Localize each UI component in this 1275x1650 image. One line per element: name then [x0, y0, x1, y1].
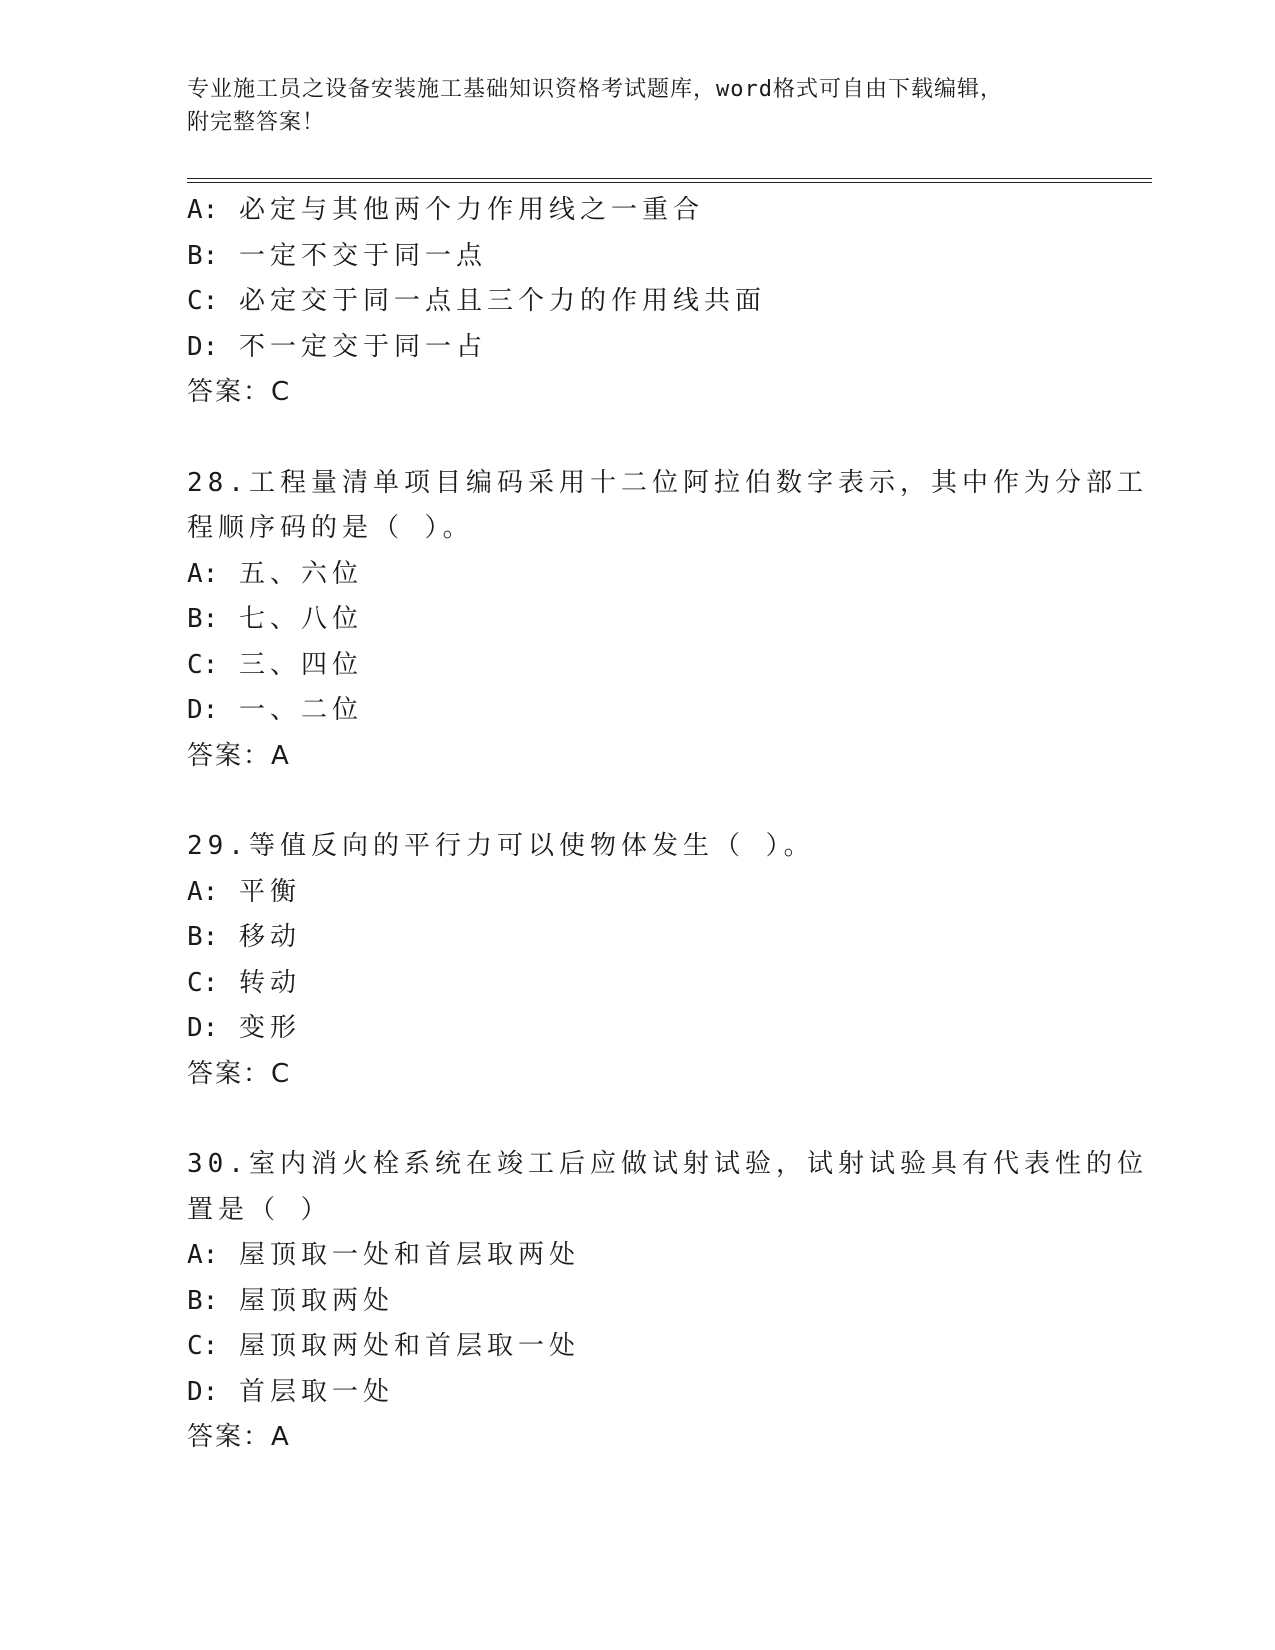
option-letter: B:	[187, 240, 219, 271]
option-letter: A:	[187, 1240, 219, 1270]
option-text: 屋顶取两处	[238, 1285, 394, 1316]
option-letter: B:	[187, 604, 219, 634]
option-text: 一定不交于同一点	[238, 240, 487, 271]
option-text: 转动	[238, 967, 301, 998]
option-text: 三、四位	[238, 649, 363, 680]
question-29	[187, 824, 1087, 1097]
option-a	[187, 1233, 1087, 1279]
spacer	[187, 416, 1087, 461]
answer-line: 答案：A	[187, 1422, 291, 1452]
option-letter: D:	[187, 1376, 219, 1407]
option-letter: C:	[187, 1331, 219, 1361]
option-text: 五、六位	[238, 558, 363, 589]
option-d	[187, 325, 1087, 371]
question-stem-line-1: 29.等值反向的平行力可以使物体发生（ ）。	[187, 831, 815, 861]
option-letter: A:	[187, 195, 219, 225]
option-c	[187, 643, 1087, 689]
document-header	[187, 73, 1067, 139]
option-text: 首层取一处	[238, 1376, 394, 1407]
option-text: 屋顶取两处和首层取一处	[238, 1331, 580, 1361]
option-letter: C:	[187, 649, 219, 680]
header-divider-top	[187, 178, 1152, 179]
option-b	[187, 1279, 1087, 1325]
option-letter: A:	[187, 558, 219, 589]
question-stem-line-1: 28.工程量清单项目编码采用十二位阿拉伯数字表示，其中作为分部工	[187, 467, 1148, 498]
option-d	[187, 688, 1087, 734]
option-c	[187, 961, 1087, 1007]
option-b	[187, 597, 1087, 643]
question-stem-line-2: 置是（ ）	[187, 1194, 332, 1225]
option-text: 平衡	[238, 876, 301, 907]
spacer	[187, 1097, 1087, 1142]
question-list	[187, 188, 1148, 1461]
option-letter: D:	[187, 695, 219, 725]
header-line-2: 附完整答案！	[187, 110, 326, 135]
question-28	[187, 461, 1148, 780]
option-letter: B:	[187, 922, 219, 952]
option-d	[187, 1370, 1087, 1416]
answer-line: 答案：C	[187, 1058, 292, 1089]
option-letter: C:	[187, 286, 219, 316]
option-text: 屋顶取一处和首层取两处	[238, 1240, 580, 1270]
question-stem-line-2: 程顺序码的是（ ）。	[187, 513, 474, 543]
option-c	[187, 1324, 1087, 1370]
option-text: 变形	[238, 1013, 301, 1043]
option-letter: D:	[187, 331, 219, 362]
header-line-1: 专业施工员之设备安装施工基础知识资格考试题库，word格式可自由下载编辑，	[187, 77, 1003, 102]
header-divider-bottom	[187, 182, 1152, 183]
option-a	[187, 552, 1087, 598]
option-letter: A:	[187, 876, 219, 907]
option-a	[187, 188, 1087, 234]
answer-line: 答案：C	[187, 377, 292, 407]
option-d	[187, 1006, 1087, 1052]
option-text: 必定交于同一点且三个力的作用线共面	[238, 286, 766, 316]
option-letter: B:	[187, 1285, 219, 1316]
answer-line: 答案：A	[187, 740, 291, 771]
option-text: 移动	[238, 922, 301, 952]
spacer	[187, 779, 1087, 824]
question-27	[187, 188, 1087, 416]
option-text: 不一定交于同一占	[238, 331, 487, 362]
option-text: 七、八位	[238, 604, 363, 634]
option-b	[187, 915, 1087, 961]
option-letter: D:	[187, 1013, 219, 1043]
option-text: 必定与其他两个力作用线之一重合	[238, 195, 704, 225]
question-30	[187, 1142, 1148, 1461]
option-letter: C:	[187, 967, 219, 998]
option-c	[187, 279, 1087, 325]
option-a	[187, 870, 1087, 916]
option-b	[187, 234, 1087, 280]
question-stem-line-1: 30.室内消火栓系统在竣工后应做试射试验，试射试验具有代表性的位	[187, 1149, 1148, 1179]
option-text: 一、二位	[238, 695, 363, 725]
